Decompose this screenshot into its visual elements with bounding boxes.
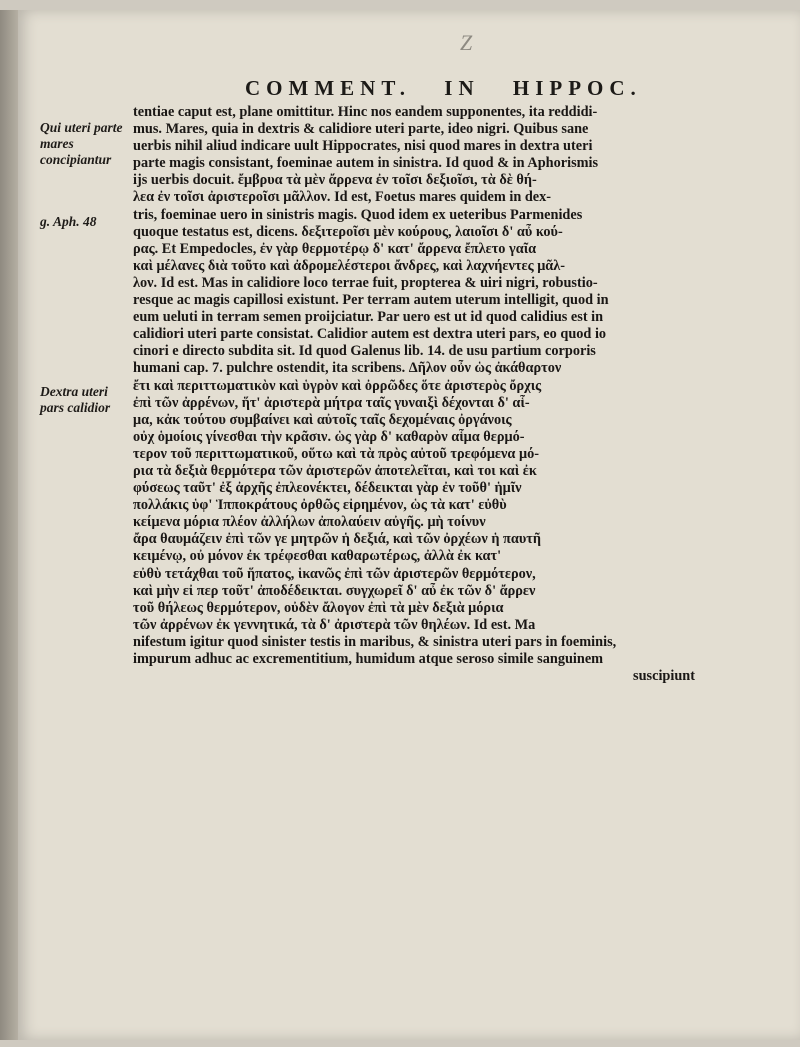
text-line: ρας. Et Empedocles, ἐν γὰρ θερμοτέρῳ δ' κατ' ἄρρενα ἔπλετο γαῖα bbox=[133, 240, 537, 257]
text-line: ἐπὶ τῶν ἀρρένων, ἥτ' ἀριστερὰ μήτρα ταῖς γυναιξὶ δέχονται δ' αἷ- bbox=[133, 394, 530, 411]
text-line: quoque testatus est, dicens. δεξιτεροῖσι μὲν κούρους, λαιοῖσι δ' αὖ κού- bbox=[133, 223, 563, 240]
text-line: κειμένῳ, οὐ μόνον ἐκ τρέφεσθαι καθαρωτέρως, ἀλλὰ ἐκ κατ' bbox=[133, 548, 502, 565]
text-line: τῶν ἀρρένων ἐκ γεννητικά, τὰ δ' ἀριστερὰ τῶν θηλέων. Id est. Ma bbox=[133, 616, 536, 633]
text-line: πολλάκις ὑφ' Ἱπποκράτους ὀρθῶς εἰρημένον, ὡς τὰ κατ' εὐθὺ bbox=[133, 497, 507, 514]
running-head-word: IN bbox=[444, 76, 480, 100]
text-line: κείμενα μόρια πλέον ἀλλήλων ἀπολαύειν αὐγῆς. μὴ τοίνυν bbox=[133, 514, 486, 531]
text-line: μα, κἀκ τούτου συμβαίνει καὶ αὐτοῖς ταῖς δεχομέναις ὀργάνοις bbox=[133, 411, 512, 428]
text-line: τερον τοῦ περιττωματικοῦ, οὕτω καὶ τὰ πρὸς αὐτοῦ τρεφόμενα μό- bbox=[133, 445, 539, 462]
commentary-text bbox=[133, 104, 775, 1024]
margin-note-aphorism-ref: g. Aph. 48 bbox=[40, 214, 97, 229]
text-line: ijs uerbis docuit. ἔμβρυα τὰ μὲν ἄρρενα ἐν τοῖσι δεξιοῖσι, τὰ δὲ θή- bbox=[133, 172, 537, 189]
text-line: ἄρα θαυμάζειν ἐπὶ τῶν γε μητρῶν ἡ δεξιά, καὶ τῶν ὀρχέων ἡ παυτῆ bbox=[133, 531, 541, 548]
text-line: calidiori uteri parte consistat. Calidior autem est dextra uteri pars, eo quod io bbox=[133, 326, 607, 343]
text-line: καὶ μὴν εἰ περ τοῦτ' ἀποδέδεικται. συγχωρεῖ δ' αὖ ἐκ τῶν δ' ἄρρεν bbox=[133, 582, 536, 599]
running-head-word: COMMENT. bbox=[245, 76, 412, 100]
text-line: cinori e directo subdita sit. Id quod Galenus lib. 14. de usu partium corporis bbox=[133, 343, 596, 360]
text-line: mus. Mares, quia in dextris & calidiore uteri parte, ideo nigri. Quibus sane bbox=[133, 121, 589, 138]
text-line: humani cap. 7. pulchre ostendit, ita scribens. Δῆλον οὖν ὡς ἀκάθαρτον bbox=[133, 360, 562, 377]
margin-note-right-uterus: Dextra uteri pars calidior bbox=[40, 384, 111, 415]
text-line: parte magis consistant, foeminae autem in sinistra. Id quod & in Aphorismis bbox=[133, 155, 599, 172]
margin-note-conception: Qui uteri parte mares concipiantur bbox=[40, 120, 123, 167]
page-mark: Z bbox=[460, 30, 473, 55]
text-line: ἔτι καὶ περιττωματικὸν καὶ ὑγρὸν καὶ ὀρρῶδες ὅτε ἀριστερὸς ὄρχις bbox=[133, 377, 542, 394]
text-line: εὐθὺ τετάχθαι τοῦ ἥπατος, ἱκανῶς ἐπὶ τῶν ἀριστερῶν θερμότερον, bbox=[133, 565, 536, 582]
text-line: tris, foeminae uero in sinistris magis. Quod idem ex ueteribus Parmenides bbox=[133, 206, 583, 223]
text-line: impurum adhuc ac excrementitium, humidum atque seroso simile sanguinem bbox=[133, 651, 604, 667]
text-line: nifestum igitur quod sinister testis in maribus, & sinistra uteri pars in foeminis, bbox=[133, 633, 617, 650]
text-line: λον. Id est. Mas in calidiore loco terrae fuit, propterea & uiri nigri, robustio- bbox=[133, 274, 598, 291]
text-line: eum ueluti in terram semen proijciatur. Par uero est ut id quod calidius est in bbox=[133, 309, 604, 326]
text-line: uerbis nihil aliud indicare uult Hippocrates, nisi quod mares in dextra uteri bbox=[133, 138, 593, 155]
text-line: tentiae caput est, plane omittitur. Hinc nos eandem supponentes, ita reddidi- bbox=[133, 104, 598, 120]
text-line: φύσεως ταῦτ' ἐξ ἀρχῆς ἐπλεονέκτει, δέδεικται γὰρ ἐν τοῦθ' ἡμῖν bbox=[133, 480, 522, 497]
text-line: καὶ μέλανες διὰ τοῦτο καὶ ἀδρομελέστεροι ἄνδρες, καὶ λαχνήεντες μᾶλ- bbox=[133, 257, 566, 274]
text-line: οὐχ ὁμοίοις γίνεσθαι τὴν κρᾶσιν. ὡς γὰρ δ' καθαρὸν αἷμα θερμό- bbox=[133, 428, 525, 445]
text-line: ρια τὰ δεξιὰ θερμότερα τῶν ἀριστερῶν ἀποτελεῖται, καὶ τοι καὶ ἐκ bbox=[133, 462, 537, 479]
text-line: λεα ἐν τοῖσι ἀριστεροῖσι μᾶλλον. Id est, Foetus mares quidem in dex- bbox=[133, 189, 552, 206]
text-line: resque ac magis capillosi existunt. Per terram autem uterum intelligit, quod in bbox=[133, 292, 609, 309]
running-head-word: HIPPOC. bbox=[512, 76, 642, 100]
running-head bbox=[245, 76, 715, 104]
text-line: τοῦ θήλεως θερμότερον, οὐδὲν ἄλογον ἐπὶ τὰ μὲν δεξιὰ μόρια bbox=[133, 599, 504, 616]
text-line: suscipiunt bbox=[633, 668, 695, 685]
